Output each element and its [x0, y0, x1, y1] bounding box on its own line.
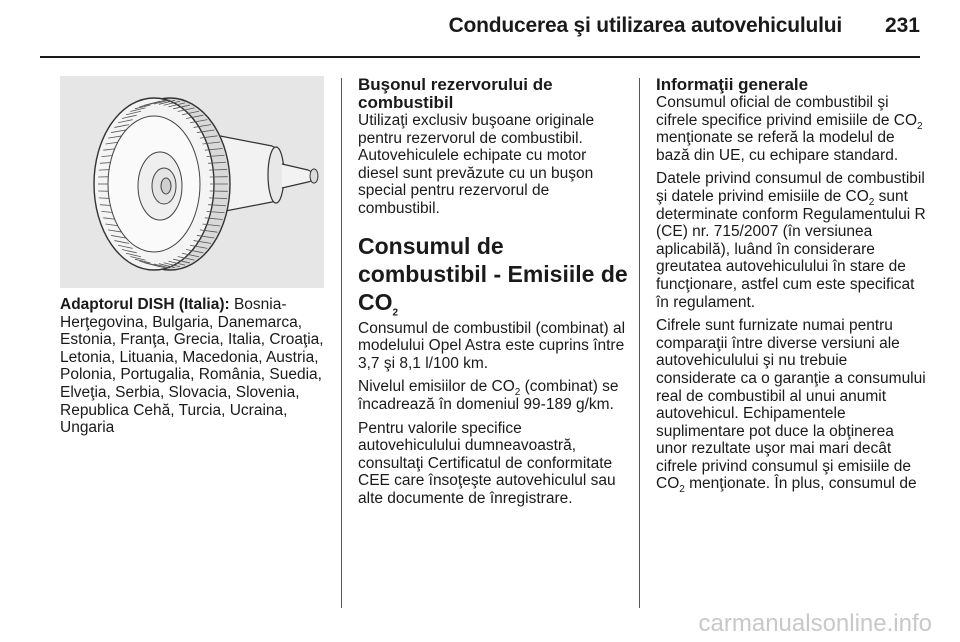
paragraph: Cifrele sunt furnizate numai pentru comparaţii între diverse versiuni ale autovehiculului şi nu trebuie considerate ca o garanţie a consumului real de combustibil al unui anumit autovehicul. Echipamentele suplimentare pot duce la obţinerea unor rezultate uşor mai mari decât cifrele privind consumul şi emisiile de $CO_2$ menţionate. În plus, consumul de [656, 317, 926, 496]
fuel-cap-adapter-illustration [60, 76, 324, 288]
section-heading-consumption: Consumul de combustibil - Emisiile de $CO_2$ [358, 232, 628, 319]
paragraph: Datele privind consumul de combustibil şi datele privind emisiile de $CO_2$ sunt determinate conform Regulamentului R (CE) nr. 715/2007 (în versiunea aplicabilă), luând în considerare greutatea autovehiculului în stare de funcţionare, astfel cum este specificat în regulament. [656, 170, 926, 311]
watermark: carmanualsonline.info [698, 610, 932, 637]
section-heading-general-info: Informaţii generale [656, 75, 809, 94]
paragraph: Pentru valorile specifice autovehiculului dumneavoastră, consultaţi Certificatul de conformitate CEE care însoţeşte autovehiculul sau alte documente de înregistrare. [358, 419, 616, 507]
running-header: Conducerea şi utilizarea autovehiculului [448, 14, 842, 37]
paragraph: Utilizaţi exclusiv buşoane originale pentru rezervorul de combustibil. Autovehiculele echipate cu motor diesel sunt prevăzute cu un buşon special pentru rezervorul de combustibil. [358, 112, 595, 217]
header-rule [40, 56, 920, 58]
column-right [656, 76, 926, 499]
paragraph: Nivelul emisiilor de $CO_2$ (combinat) se încadrează în domeniul 99-189 g/km. [358, 378, 619, 413]
paragraph: Consumul de combustibil (combinat) al modelului Opel Astra este cuprins între 3,7 şi 8,1 l/100 km. [358, 319, 626, 372]
paragraph: Consumul oficial de combustibil şi cifrele specifice privind emisiile de $CO_2$ menţionate se referă la modelul de bază din UE, cu echipare standard. [656, 94, 923, 164]
adapter-drawing [60, 76, 324, 288]
page-number: 231 [884, 14, 920, 37]
caption-text: Bosnia-Herţegovina, Bulgaria, Danemarca, Estonia, Franţa, Grecia, Italia, Croaţia, Letonia, Lituania, Macedonia, Austria, Polonia, Portugalia, România, Suedia, Elveţia, Serbia, Slovacia, Slovenia, Republica Cehă, Turcia, Ucraina, Ungaria [60, 296, 324, 437]
column-middle [358, 76, 628, 514]
column-divider [639, 78, 640, 608]
caption-label: Adaptorul DISH (Italia): [60, 296, 230, 313]
column-divider [341, 78, 342, 608]
column-left [60, 76, 328, 437]
section-heading-fuel-cap: Buşonul rezervorului de combustibil [358, 75, 553, 112]
figure-caption [60, 296, 328, 437]
